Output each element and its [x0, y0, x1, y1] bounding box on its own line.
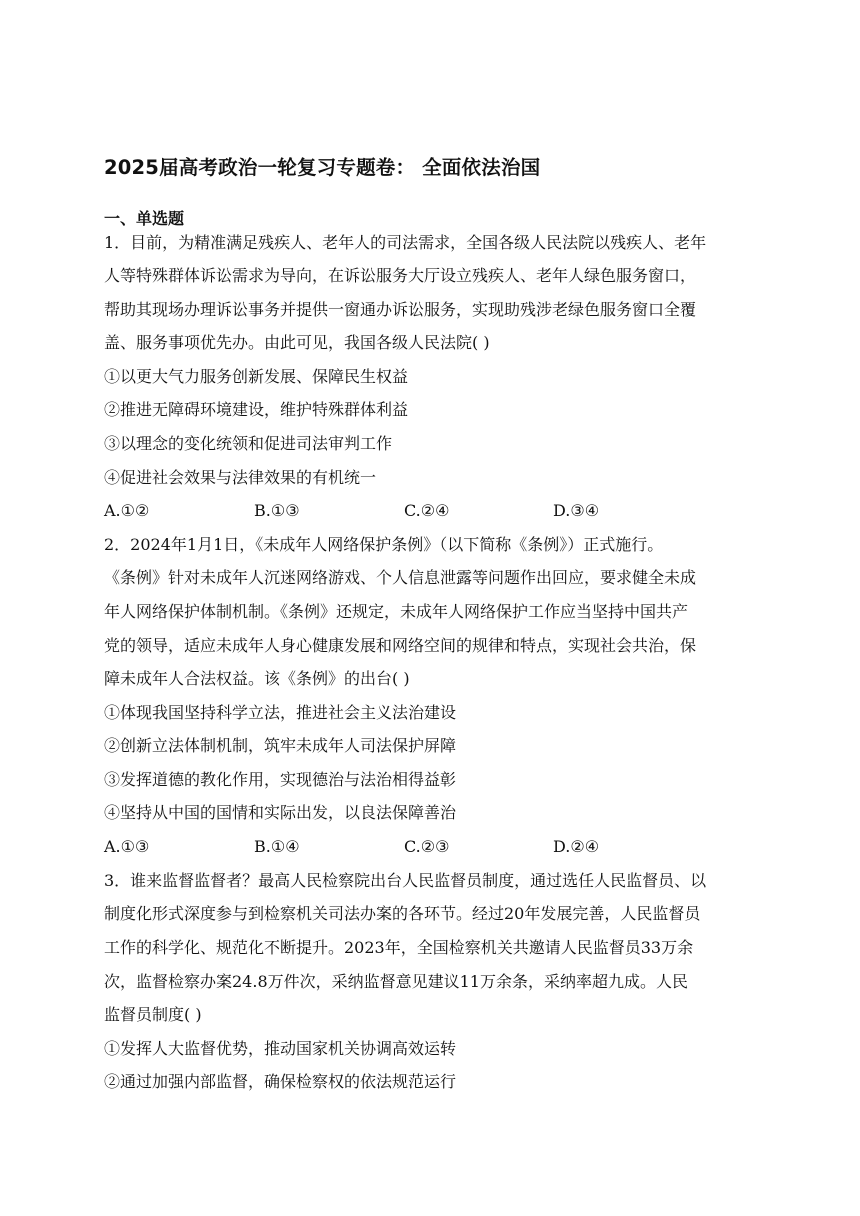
question-1-option-a[interactable]: A.①② — [104, 501, 150, 520]
question-2-text-line-5: 障未成年人合法权益。该《条例》的出台( ) — [104, 669, 410, 688]
question-1-option-d[interactable]: D.③④ — [553, 501, 600, 520]
question-3-text-line-2: 制度化形式深度参与到检察机关司法办案的各环节。经过20年发展完善，人民监督员 — [104, 904, 701, 923]
question-2-text-line-3: 年人网络保护体制机制。《条例》还规定，未成年人网络保护工作应当坚持中国共产 — [104, 602, 689, 621]
section-heading: 一、单选题 — [104, 209, 185, 228]
question-1-statement-1: ①以更大气力服务创新发展、保障民生权益 — [104, 367, 409, 386]
question-1-statement-4: ④促进社会效果与法律效果的有机统一 — [104, 468, 377, 487]
question-3-statement-1: ①发挥人大监督优势，推动国家机关协调高效运转 — [104, 1039, 457, 1058]
question-2-statement-1: ①体现我国坚持科学立法，推进社会主义法治建设 — [104, 703, 457, 722]
question-2-statement-4: ④坚持从中国的国情和实际出发，以良法保障善治 — [104, 803, 457, 822]
question-2-option-b[interactable]: B.①④ — [254, 837, 300, 856]
question-2-text-line-2: 《条例》针对未成年人沉迷网络游戏、个人信息泄露等问题作出回应，要求健全未成 — [104, 568, 697, 587]
question-3-statement-2: ②通过加强内部监督，确保检察权的依法规范运行 — [104, 1072, 457, 1091]
question-2-statement-3: ③发挥道德的教化作用，实现德治与法治相得益彰 — [104, 770, 457, 789]
question-1-option-c[interactable]: C.②④ — [404, 501, 450, 520]
question-3-text-line-1: 3．谁来监督监督者？最高人民检察院出台人民监督员制度，通过选任人民监督员、以 — [104, 871, 707, 890]
question-2-statement-2: ②创新立法体制机制，筑牢未成年人司法保护屏障 — [104, 736, 457, 755]
question-1-text-line-2: 人等特殊群体诉讼需求为导向，在诉讼服务大厅设立残疾人、老年人绿色服务窗口， — [104, 266, 697, 285]
question-1-text-line-1: 1．目前，为精准满足残疾人、老年人的司法需求，全国各级人民法院以残疾人、老年 — [104, 233, 707, 252]
question-3-text-line-3: 工作的科学化、规范化不断提升。2023年，全国检察机关共邀请人民监督员33万余 — [104, 938, 694, 957]
question-2-option-d[interactable]: D.②④ — [553, 837, 600, 856]
question-1-text-line-3: 帮助其现场办理诉讼事务并提供一窗通办诉讼服务，实现助残涉老绿色服务窗口全覆 — [104, 300, 697, 319]
question-2-option-c[interactable]: C.②③ — [404, 837, 450, 856]
question-2-text-line-4: 党的领导，适应未成年人身心健康发展和网络空间的规律和特点，实现社会共治，保 — [104, 636, 697, 655]
question-1-statement-3: ③以理念的变化统领和促进司法审判工作 — [104, 434, 393, 453]
question-2-text-line-1: 2．2024年1月1日，《未成年人网络保护条例》（以下简称《条例》）正式施行。 — [104, 535, 664, 554]
question-1-statement-2: ②推进无障碍环境建设，维护特殊群体利益 — [104, 400, 409, 419]
question-1-text-line-4: 盖、服务事项优先办。由此可见，我国各级人民法院( ) — [104, 333, 490, 352]
page-title: 2025届高考政治一轮复习专题卷： 全面依法治国 — [104, 156, 541, 179]
question-3-text-line-5: 监督员制度( ) — [104, 1005, 202, 1024]
question-2-option-a[interactable]: A.①③ — [104, 837, 150, 856]
question-1-option-b[interactable]: B.①③ — [254, 501, 300, 520]
question-3-text-line-4: 次，监督检察办案24.8万件次，采纳监督意见建议11万余条，采纳率超九成。人民 — [104, 972, 688, 991]
